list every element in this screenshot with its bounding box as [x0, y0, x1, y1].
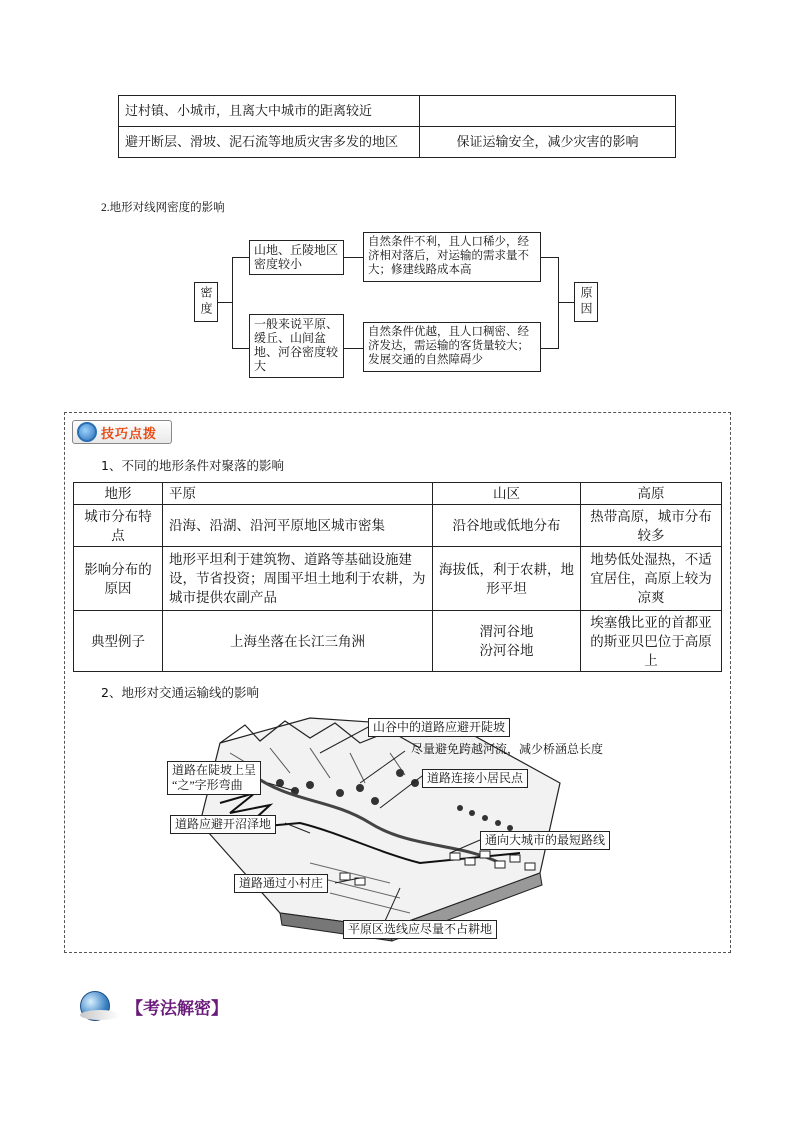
table-cell: 沿海、沿湖、沿河平原地区城市密集 [163, 505, 433, 547]
connector-line [232, 257, 249, 258]
magnifier-icon [77, 422, 97, 442]
table-cell: 沿谷地或低地分布 [433, 505, 581, 547]
table-cell: 上海坐落在长江三角洲 [163, 611, 433, 672]
connector-line [344, 257, 363, 258]
badge-label: 技巧点拨 [101, 426, 158, 442]
upper-reason-box: 自然条件不利，且人口稀少，经济相对落后，对运输的需求量不大；修建线路成本高 [363, 232, 541, 282]
connector-line [558, 257, 559, 349]
tips-title-1: 1、不同的地形条件对聚落的影响 [101, 458, 284, 473]
table-cell: 海拔低，利于农耕，地形平坦 [433, 547, 581, 611]
exam-section-label: 【考法解密】 [126, 998, 228, 1019]
header-cell: 高原 [581, 483, 722, 505]
connector-line [541, 257, 558, 258]
table-cell: 保证运输安全，减少灾害的影响 [420, 127, 676, 158]
tips-title-2: 2、地形对交通运输线的影响 [101, 685, 259, 700]
lower-terrain-box: 一般来说平原、缓丘、山间盆地、河谷密度较大 [249, 314, 344, 378]
exam-section-header [72, 989, 228, 1023]
table-row [74, 505, 722, 547]
connector-line [558, 302, 574, 303]
table-row [119, 127, 676, 158]
callout-village: 道路通过小村庄 [234, 874, 328, 893]
connector-line [232, 348, 249, 349]
table-cell: 埃塞俄比亚的首都亚的斯亚贝巴位于高原上 [581, 611, 722, 672]
upper-terrain-box: 山地、丘陵地区密度较小 [249, 240, 344, 275]
table-cell: 典型例子 [74, 611, 163, 672]
route-selection-table [118, 95, 676, 158]
header-cell: 山区 [433, 483, 581, 505]
callout-river: 尽量避免跨越河流，减少桥涵总长度 [411, 742, 604, 756]
density-label: 密度 [194, 282, 218, 322]
table-row [74, 611, 722, 672]
table-cell: 渭河谷地 汾河谷地 [433, 611, 581, 672]
callout-valley-road: 山谷中的道路应避开陡坡 [368, 718, 510, 737]
table-cell: 城市分布特点 [74, 505, 163, 547]
swoosh-icon [80, 1010, 120, 1020]
connector-line [344, 348, 363, 349]
connector-line [218, 302, 232, 303]
table-cell: 地形平坦利于建筑物、道路等基础设施建设，节省投资；周围平坦土地利于农耕，为城市提供农副产品 [163, 547, 433, 611]
connector-line [541, 348, 558, 349]
header-cell: 地形 [74, 483, 163, 505]
header-cell: 平原 [163, 483, 433, 505]
table-cell: 影响分布的原因 [74, 547, 163, 611]
connector-line [232, 257, 233, 349]
callout-swamp: 道路应避开沼泽地 [170, 815, 276, 834]
callout-shortest-route: 通向大城市的最短路线 [480, 831, 610, 850]
tips-badge [72, 420, 172, 444]
table-cell: 热带高原，城市分布较多 [581, 505, 722, 547]
table-row [119, 96, 676, 127]
reason-label: 原因 [574, 282, 598, 322]
table-cell: 过村镇、小城市，且离大中城市的距离较近 [119, 96, 420, 127]
callout-zigzag: 道路在陡坡上呈 “之”字形弯曲 [167, 761, 261, 795]
section-heading: 2.地形对线网密度的影响 [101, 202, 225, 214]
callout-settlement: 道路连接小居民点 [422, 769, 528, 788]
table-header-row [74, 483, 722, 505]
table-row [74, 547, 722, 611]
lower-reason-box: 自然条件优越，且人口稠密、经济发达，需运输的客货量较大；发展交通的自然障碍少 [363, 322, 541, 372]
table-cell: 地势低处湿热，不适宜居住，高原上较为凉爽 [581, 547, 722, 611]
table-cell: 避开断层、滑坡、泥石流等地质灾害多发的地区 [119, 127, 420, 158]
settlement-table [73, 482, 722, 672]
callout-farmland: 平原区选线应尽量不占耕地 [343, 920, 497, 939]
table-cell [420, 96, 676, 127]
